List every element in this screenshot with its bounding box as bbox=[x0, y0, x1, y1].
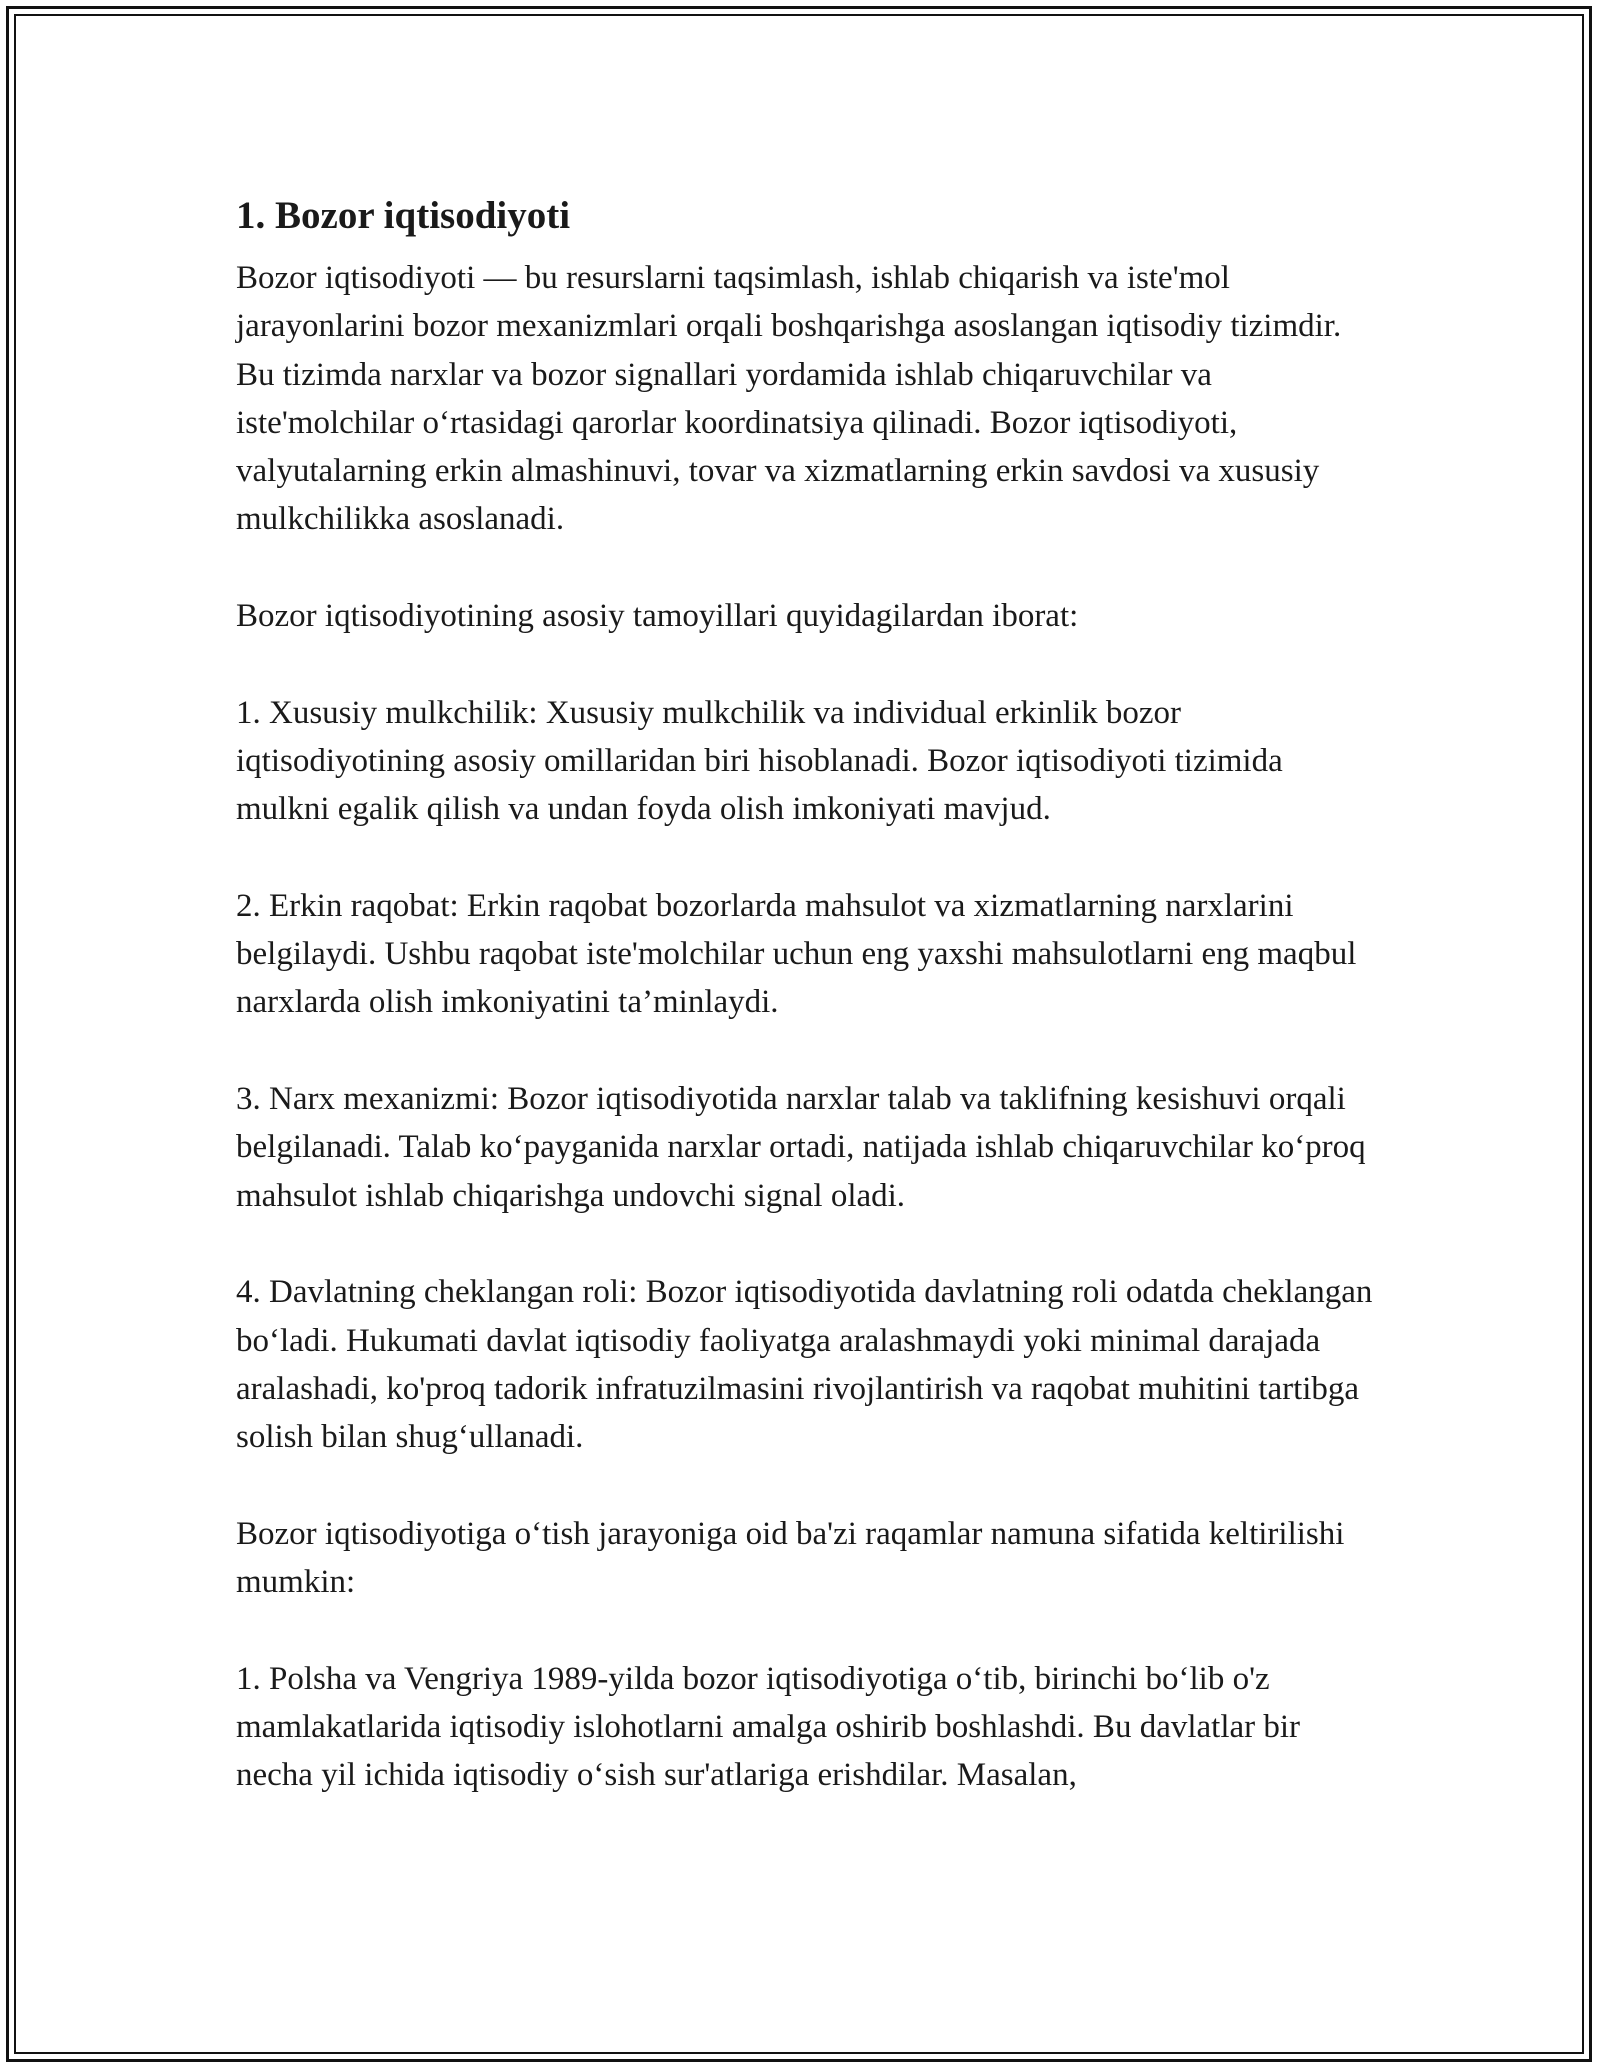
paragraph-definition: Bozor iqtisodiyoti — bu resurslarni taqsimlash, ishlab chiqarish va iste'mol jarayonlarini bozor mexanizmlari orqali boshqarishga asoslangan iqtisodiy tizimdir. Bu tizimda narxlar va bozor signallari yordamida ishlab chiqaruvchilar va iste'molchilar o‘rtasidagi qarorlar koordinatsiya qilinadi. Bozor iqtisodiyoti, valyutalarning erkin almashinuvi, tovar va xizmatlarning erkin savdosi va xususiy mulkchilikka asoslanadi. bbox=[236, 260, 1342, 538]
paragraph-price-mechanism: 3. Narx mexanizmi: Bozor iqtisodiyotida narxlar talab va taklifning kesishuvi orqali belgilanadi. Talab ko‘payganida narxlar ortadi, natijada ishlab chiqaruvchilar ko‘proq mahsulot ishlab chiqarishga undovchi signal oladi. bbox=[236, 1081, 1366, 1214]
paragraph-poland-hungary: 1. Polsha va Vengriya 1989-yilda bozor iqtisodiyotiga o‘tib, birinchi bo‘lib o'z mamlakatlarida iqtisodiy islohotlarni amalga oshirib boshlashdi. Bu davlatlar bir necha yil ichida iqtisodiy o‘sish sur'atlariga erishdilar. Masalan, bbox=[236, 1660, 1301, 1794]
document-body bbox=[236, 186, 1376, 1800]
paragraph-private-property: 1. Xususiy mulkchilik: Xususiy mulkchilik va individual erkinlik bozor iqtisodiyotining asosiy omillaridan biri hisoblanadi. Bozor iqtisodiyoti tizimida mulkni egalik qilish va undan foyda olish imkoniyati mavjud. bbox=[236, 694, 1283, 828]
paragraph-principles-intro: Bozor iqtisodiyotining asosiy tamoyillari quyidagilardan iborat: bbox=[236, 598, 1079, 635]
paragraph-transition-intro: Bozor iqtisodiyotiga o‘tish jarayoniga oid ba'zi raqamlar namuna sifatida keltirilishi mumkin: bbox=[236, 1515, 1345, 1601]
paragraph-free-competition: 2. Erkin raqobat: Erkin raqobat bozorlarda mahsulot va xizmatlarning narxlarini belgilaydi. Ushbu raqobat iste'molchilar uchun eng yaxshi mahsulotlarni eng maqbul narxlarda olish imkoniyatini ta’minlaydi. bbox=[236, 887, 1357, 1021]
paragraph-state-role: 4. Davlatning cheklangan roli: Bozor iqtisodiyotida davlatning roli odatda cheklangan bo‘ladi. Hukumati davlat iqtisodiy faoliyatga aralashmaydi yoki minimal darajada aralashadi, ko'proq tadorik infratuzilmasini rivojlantirish va raqobat muhitini tartibga solish bilan shug‘ullanadi. bbox=[236, 1274, 1373, 1456]
page-title: 1. Bozor iqtisodiyoti bbox=[236, 194, 571, 237]
